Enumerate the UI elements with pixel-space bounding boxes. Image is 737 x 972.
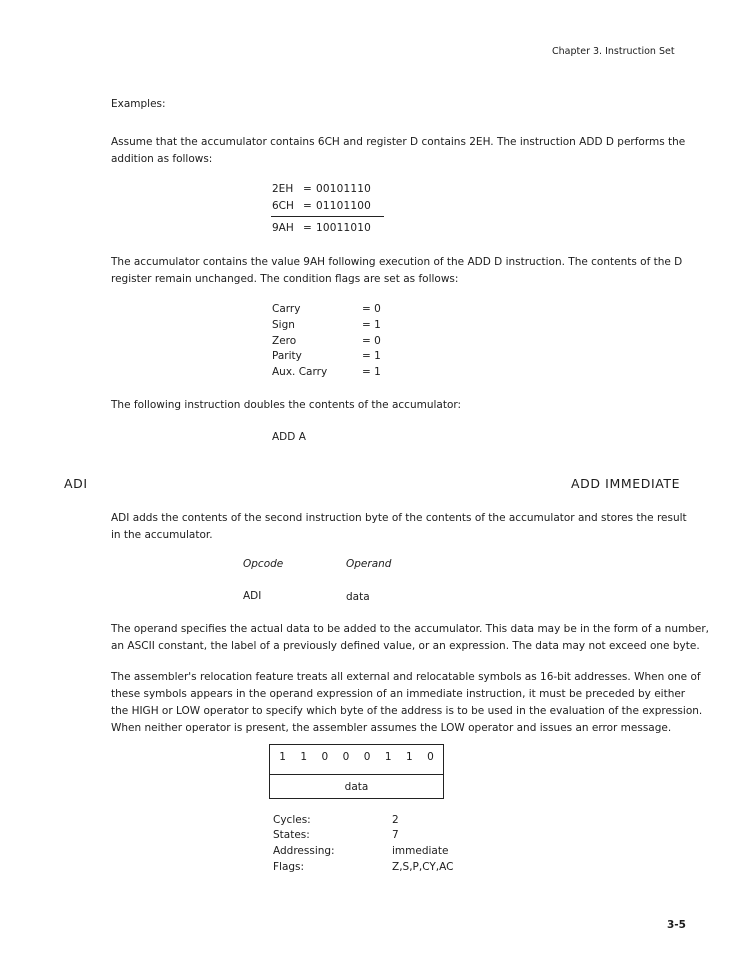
opcode-value: ADI <box>243 590 262 602</box>
flag-value: = 0 <box>362 303 381 315</box>
flag-name: Sign <box>272 319 295 331</box>
paragraph-result <box>111 254 691 288</box>
operand-value: data <box>346 591 370 603</box>
paragraph-line: an ASCII constant, the label of a previously defined value, or an expression. The data may not exceed one byte. <box>111 640 700 652</box>
paragraph-line: The operand specifies the actual data to be added to the accumulator. This data may be in the form of a number, <box>111 623 709 635</box>
paragraph-line: The accumulator contains the value 9AH following execution of the ADD D instruction. The contents of the D <box>111 256 683 268</box>
addition-bits: 00101110 <box>316 183 372 195</box>
flag-value: = 1 <box>362 350 381 362</box>
bit: 1 <box>279 751 286 763</box>
addition-bits: 01101100 <box>316 200 372 212</box>
flag-name: Carry <box>272 303 301 315</box>
paragraph-line: When neither operator is present, the assembler assumes the LOW operator and issues an error message. <box>111 722 672 734</box>
page-number: 3-5 <box>667 919 686 931</box>
paragraph-doubles: The following instruction doubles the contents of the accumulator: <box>111 399 462 411</box>
paragraph-line: ADI adds the contents of the second instruction byte of the contents of the accumulator and stores the result <box>111 512 687 524</box>
spec-label: Flags: <box>273 861 305 873</box>
examples-heading: Examples: <box>111 98 166 110</box>
addition-label: 9AH <box>272 222 294 234</box>
byte-divider <box>270 774 443 775</box>
addition-equals: = <box>303 200 312 212</box>
paragraph-line: these symbols appears in the operand expression of an immediate instruction, it must be preceded by either <box>111 688 686 700</box>
sum-rule <box>271 216 384 217</box>
addition-label: 6CH <box>272 200 294 212</box>
operand-header: Operand <box>346 558 392 570</box>
addition-equals: = <box>303 222 312 234</box>
bit: 0 <box>342 751 350 763</box>
spec-label: Cycles: <box>273 814 311 826</box>
data-byte: data <box>344 781 369 793</box>
flag-name: Parity <box>272 350 302 362</box>
section-title: ADD IMMEDIATE <box>571 476 681 491</box>
paragraph-line: in the accumulator. <box>111 529 213 541</box>
flag-value: = 1 <box>362 366 381 378</box>
bit: 1 <box>405 751 413 763</box>
bit: 1 <box>384 751 392 763</box>
paragraph-relocation <box>111 669 703 737</box>
spec-value: 7 <box>392 829 399 841</box>
flag-name: Zero <box>272 335 297 347</box>
addition-equals: = <box>303 183 312 195</box>
spec-value: Z,S,P,CY,AC <box>392 861 454 873</box>
spec-label: Addressing: <box>273 845 335 857</box>
flag-value: = 0 <box>362 335 381 347</box>
spec-value: 2 <box>392 814 399 826</box>
flag-value: = 1 <box>362 319 381 331</box>
paragraph-intro <box>111 134 691 168</box>
encoding-box <box>269 744 444 799</box>
chapter-header: Chapter 3. Instruction Set <box>552 46 675 57</box>
addition-bits: 10011010 <box>316 222 372 234</box>
bit: 1 <box>300 751 308 763</box>
example-instruction: ADD A <box>272 431 306 443</box>
paragraph-line: register remain unchanged. The condition flags are set as follows: <box>111 273 459 285</box>
paragraph-line: The assembler's relocation feature treats all external and relocatable symbols as 16-bit addresses. When one of <box>111 671 701 683</box>
opcode-header: Opcode <box>243 558 284 570</box>
flag-name: Aux. Carry <box>272 366 328 378</box>
opcode-bits <box>270 751 443 763</box>
bit: 0 <box>363 751 371 763</box>
addition-label: 2EH <box>272 183 294 195</box>
paragraph-operand <box>111 621 709 655</box>
spec-label: States: <box>273 829 310 841</box>
paragraph-line: the HIGH or LOW operator to specify which byte of the address is to be used in the evaluation of the expression. <box>111 705 703 717</box>
bit: 0 <box>427 751 434 763</box>
section-mnemonic: ADI <box>64 476 88 491</box>
spec-value: immediate <box>392 845 449 857</box>
paragraph-adi-description <box>111 510 691 544</box>
bit: 0 <box>321 751 329 763</box>
paragraph-line: Assume that the accumulator contains 6CH and register D contains 2EH. The instruction ADD D performs the <box>111 136 686 148</box>
paragraph-line: addition as follows: <box>111 153 213 165</box>
